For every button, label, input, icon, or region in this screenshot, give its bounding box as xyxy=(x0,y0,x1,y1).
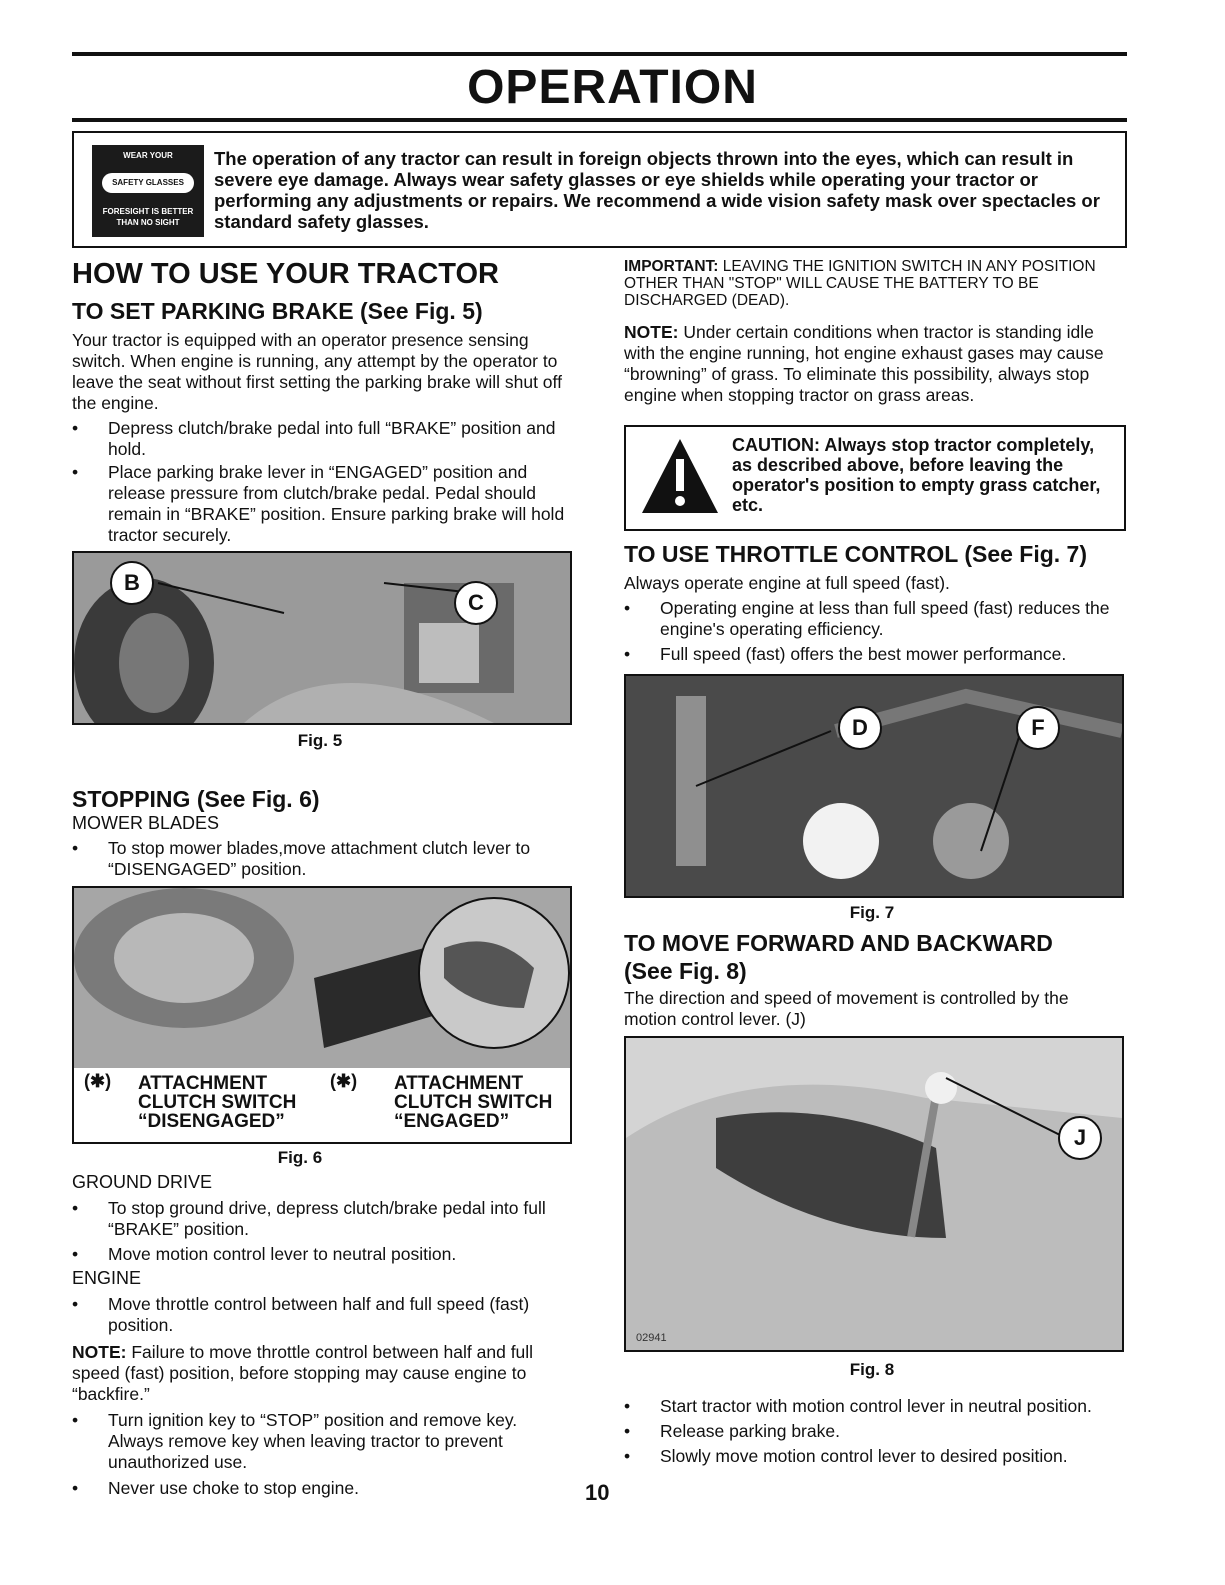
figure-7-image xyxy=(624,674,1124,898)
safety-glasses-icon xyxy=(92,145,204,237)
list-item: • Operating engine at less than full speed (fast) reduces the engine's operating efficiency. xyxy=(624,598,1124,640)
list-item: • To stop ground drive, depress clutch/brake pedal into full “BRAKE” position. xyxy=(72,1198,572,1240)
parking-heading: TO SET PARKING BRAKE (See Fig. 5) xyxy=(72,298,483,324)
list-item: • Move throttle control between half and full speed (fast) position. xyxy=(72,1294,572,1336)
icon-text-line: FORESIGHT IS BETTER xyxy=(102,207,194,216)
clutch-engaged-icon: (✱) xyxy=(330,1071,358,1091)
label-line: CLUTCH SWITCH xyxy=(394,1092,553,1113)
label-line: “ENGAGED” xyxy=(394,1111,510,1132)
figure-8-image xyxy=(624,1036,1124,1352)
engaged-label xyxy=(330,1071,553,1132)
move-intro: The direction and speed of movement is controlled by the motion control lever. (J) xyxy=(624,988,1069,1029)
important-text: LEAVING THE IGNITION SWITCH IN ANY POSITION OTHER THAN "STOP" WILL CAUSE THE BATTERY TO BE DISCHARGED (DEAD). xyxy=(624,258,1096,309)
figure-5-caption: Fig. 5 xyxy=(297,731,343,750)
figure-6-drawing xyxy=(74,888,570,1068)
top-rule xyxy=(72,52,1127,56)
parking-intro: Your tractor is equipped with an operator presence sensing switch. When engine is running, any attempt by the operator to leave the seat without first setting the parking brake will shut off the engine. xyxy=(72,330,562,413)
label-line: ATTACHMENT xyxy=(138,1073,268,1094)
page-number: 10 xyxy=(585,1480,610,1505)
callout-b: B xyxy=(110,561,154,605)
list-item: • To stop mower blades,move attachment clutch lever to “DISENGAGED” position. xyxy=(72,838,572,880)
move-heading-line1: TO MOVE FORWARD AND BACKWARD xyxy=(624,930,1053,956)
caution-box xyxy=(624,425,1126,531)
icon-text-line: SAFETY GLASSES xyxy=(102,173,194,193)
important-label: IMPORTANT: xyxy=(624,258,719,275)
list-item: • Release parking brake. xyxy=(624,1421,1160,1442)
figure-8-drawing xyxy=(626,1038,1122,1350)
caution-text: CAUTION: Always stop tractor completely, as described above, before leaving the operator's position to empty grass catcher, etc. xyxy=(732,435,1101,515)
throttle-intro: Always operate engine at full speed (fast). xyxy=(624,573,950,593)
page-title: OPERATION xyxy=(467,61,758,114)
safety-warning-box xyxy=(72,131,1127,248)
icon-text-line: THAN NO SIGHT xyxy=(116,218,180,227)
note-label: NOTE: xyxy=(72,1342,127,1362)
list-item: • Never use choke to stop engine. xyxy=(72,1478,572,1499)
browning-note xyxy=(624,322,1124,406)
caution-icon xyxy=(638,435,722,519)
safety-warning-text: The operation of any tractor can result in foreign objects thrown into the eyes, which can result in severe eye damage. Always wear safety glasses or eye shields while operating your tractor or performing any adjustments or repairs. We recommend a wide vision safety mask over spectacles or standard safety glasses. xyxy=(214,148,1100,232)
list-item: • Place parking brake lever in “ENGAGED” position and release pressure from clutch/brake pedal. Pedal should remain in “BRAKE” position. Ensure parking brake will hold tractor securely. xyxy=(72,462,572,546)
figure-5-image xyxy=(72,551,572,725)
title-rule xyxy=(72,118,1127,122)
label-line: CLUTCH SWITCH xyxy=(138,1092,297,1113)
list-item: • Slowly move motion control lever to desired position. xyxy=(624,1446,1160,1467)
list-item: • Turn ignition key to “STOP” position and remove key. Always remove key when leaving tractor to prevent unauthorized use. xyxy=(72,1410,572,1473)
list-item: • Depress clutch/brake pedal into full “BRAKE” position and hold. xyxy=(72,418,572,460)
figure-7-caption: Fig. 7 xyxy=(849,903,895,922)
main-heading: HOW TO USE YOUR TRACTOR xyxy=(72,258,499,290)
stopping-note xyxy=(72,1342,572,1405)
callout-c: C xyxy=(454,581,498,625)
disengaged-label xyxy=(84,1071,297,1132)
move-heading-line2: (See Fig. 8) xyxy=(624,958,747,984)
clutch-disengaged-icon: (✱) xyxy=(84,1071,112,1091)
engine-label: ENGINE xyxy=(72,1268,142,1288)
icon-text-line: WEAR YOUR xyxy=(123,151,173,160)
callout-f: F xyxy=(1016,706,1060,750)
figure-8-caption: Fig. 8 xyxy=(849,1360,895,1379)
important-note xyxy=(624,258,1124,309)
note-text: Failure to move throttle control between half and full speed (fast) position, before stopping may cause engine to “backfire.” xyxy=(72,1342,534,1404)
list-item: • Move motion control lever to neutral position. xyxy=(72,1244,572,1265)
callout-d: D xyxy=(838,706,882,750)
figure-6-image xyxy=(72,886,572,1144)
throttle-heading: TO USE THROTTLE CONTROL (See Fig. 7) xyxy=(624,541,1088,567)
label-line: ATTACHMENT xyxy=(394,1073,524,1094)
note-text: Under certain conditions when tractor is standing idle with the engine running, hot engine exhaust gases may cause “browning” of grass. To eliminate this possibility, always stop engine when stopping tractor on grass areas. xyxy=(624,322,1104,405)
ground-drive-label: GROUND DRIVE xyxy=(72,1172,213,1192)
stopping-heading: STOPPING (See Fig. 6) xyxy=(72,786,320,812)
figure-code: 02941 xyxy=(636,1332,667,1344)
list-item: • Full speed (fast) offers the best mower performance. xyxy=(624,644,1124,665)
list-item: • Start tractor with motion control lever in neutral position. xyxy=(624,1396,1160,1417)
note-label: NOTE: xyxy=(624,322,679,342)
callout-j: J xyxy=(1058,1116,1102,1160)
label-line: “DISENGAGED” xyxy=(138,1111,285,1132)
mower-blades-label: MOWER BLADES xyxy=(72,813,220,833)
figure-6-caption: Fig. 6 xyxy=(277,1148,323,1167)
